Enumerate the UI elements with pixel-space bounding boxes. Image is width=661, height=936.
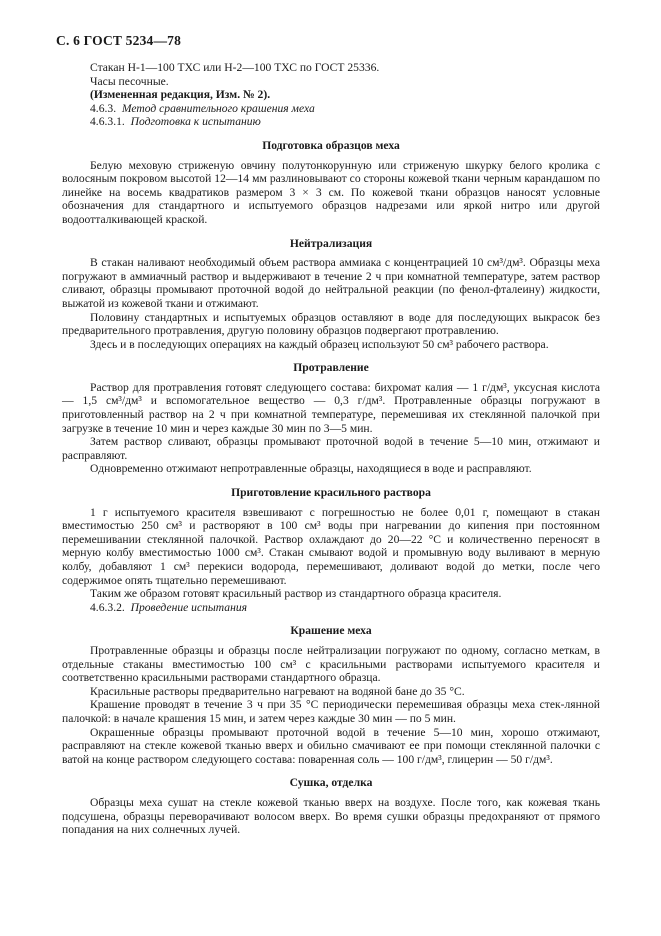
section-title-dyeing: Крашение меха xyxy=(290,624,372,638)
paragraph: Таким же образом готовят красильный раствор из стандартного образца красителя. xyxy=(90,587,502,601)
document-body xyxy=(62,61,600,837)
section-title-samples: Подготовка образцов меха xyxy=(262,138,400,152)
paragraph: Образцы меха сушат на стекле кожевой тканью вверх на воздухе. После того, как кожевая ткань подсушена, образцы переворачивают волосом вверх. Во время сушки образцы предохраняют от прямого попадания на них солнечных лучей. xyxy=(62,795,600,837)
clause-number: 4.6.3. xyxy=(90,101,117,115)
clause-4-6-3-1 xyxy=(62,115,600,129)
paragraph: Белую меховую стриженую овчину полутонкорунную или стриженую шкурку белого кролика с волосяным покровом высотой 12—14 мм разлиновывают со стороны кожевой ткани черным карандашом по линейке на восемь квадратиков размером 3 × 3 см. По кожевой ткани образцов наносят условные обозначения для стандартного и испытуемого образцов надрезами или яркой нитро или другой водоотталкивающей краской. xyxy=(62,158,600,226)
revision-note: (Измененная редакция, Изм. № 2). xyxy=(90,88,271,102)
equipment-line-hourglass: Часы песочные. xyxy=(90,74,169,88)
paragraph: Затем раствор сливают, образцы промывают проточной водой в течение 5—10 мин, отжимают и расправляют. xyxy=(62,435,600,462)
clause-title: Проведение испытания xyxy=(130,600,248,614)
paragraph: В стакан наливают необходимый объем раствора аммиака с концентрацией 10 см³/дм³. Образцы меха погружают в аммиачный раствор и выдерживают в течение 2 ч при комнатной температуре, затем раствор сливают, образцы промывают проточной водой до нейтральной реакции (по фенол-фталеину) жидкости, выжатой из кожевой ткани и отжимают. xyxy=(62,256,600,310)
section-title-mordanting: Протравление xyxy=(293,361,369,375)
clause-title: Метод сравнительного крашения меха xyxy=(121,101,315,115)
clause-title: Подготовка к испытанию xyxy=(130,115,261,129)
equipment-line-beaker: Стакан Н-1—100 ТХС или Н-2—100 ТХС по ГОСТ 25336. xyxy=(90,61,380,74)
paragraph: Раствор для протравления готовят следующего состава: бихромат калия — 1 г/дм³, уксусная кислота — 1,5 см³/дм³ и вспомогательное вещество — 0,3 г/дм³. Протравленные образцы погружают в приготовленный раствор на 2 ч при комнатной температуре, перемешивая их стеклянной палочкой при загрузке в течение 10 мин и через каждые 30 мин по 3—5 мин. xyxy=(62,380,600,435)
section-title-drying: Сушка, отделка xyxy=(289,776,373,790)
clause-4-6-3-2 xyxy=(62,601,600,615)
paragraph: Протравленные образцы и образцы после нейтрализации погружают по одному, согласно меткам, в отдельные стаканы вместимостью 100 см³ с красильными растворами испытуемого красителя и соответственно красильными растворами стандартного образца. xyxy=(62,643,600,685)
clause-number: 4.6.3.1. xyxy=(90,115,125,129)
paragraph: Красильные растворы предварительно нагревают на водяной бане до 35 °С. xyxy=(90,684,465,698)
page-header: С. 6 ГОСТ 5234—78 xyxy=(56,33,182,48)
section-title-neutralization: Нейтрализация xyxy=(289,236,373,250)
paragraph: 1 г испытуемого красителя взвешивают с погрешностью не более 0,01 г, помещают в стакан вместимостью 250 см³ и растворяют в 100 см³ воды при нагревании до кипения при постоянном перемешивании стеклянной палочкой. Раствор охлаждают до 20—22 °С и количественно переносят в мерную колбу вместимостью 1000 см³. Стакан смывают водой и промывную воду выливают в мерную колбу, добавляют 1 см³ перекиси водорода, перемешивают, доливают водой до метки, после чего содержимое опять тщательно перемешивают. xyxy=(62,505,600,587)
clause-number: 4.6.3.2. xyxy=(90,600,125,614)
paragraph: Крашение проводят в течение 3 ч при 35 °С периодически перемешивая образцы меха стек-лянной палочкой: в начале крашения 15 мин, и затем через каждые 30 мин — по 5 мин. xyxy=(62,698,600,725)
paragraph: Здесь и в последующих операциях на каждый образец используют 50 см³ рабочего раствора. xyxy=(90,337,549,351)
clause-4-6-3 xyxy=(62,102,600,116)
paragraph: Окрашенные образцы промывают проточной водой в течение 5—10 мин, хорошо отжимают, расправляют на стекле кожевой тканью вверх и обильно смачивают ее при помощи стеклянной палочки с ватой на конце раствором следующего состава: поваренная соль — 100 г/дм³, глицерин — 50 г/дм³. xyxy=(62,725,600,766)
paragraph: Одновременно отжимают непротравленные образцы, находящиеся в воде и расправляют. xyxy=(90,462,532,476)
paragraph: Половину стандартных и испытуемых образцов оставляют в воде для последующих выкрасок без предварительного протравления, другую половину образцов подвергают протравлению. xyxy=(62,310,600,338)
section-title-dye-solution: Приготовление красильного раствора xyxy=(231,486,431,500)
